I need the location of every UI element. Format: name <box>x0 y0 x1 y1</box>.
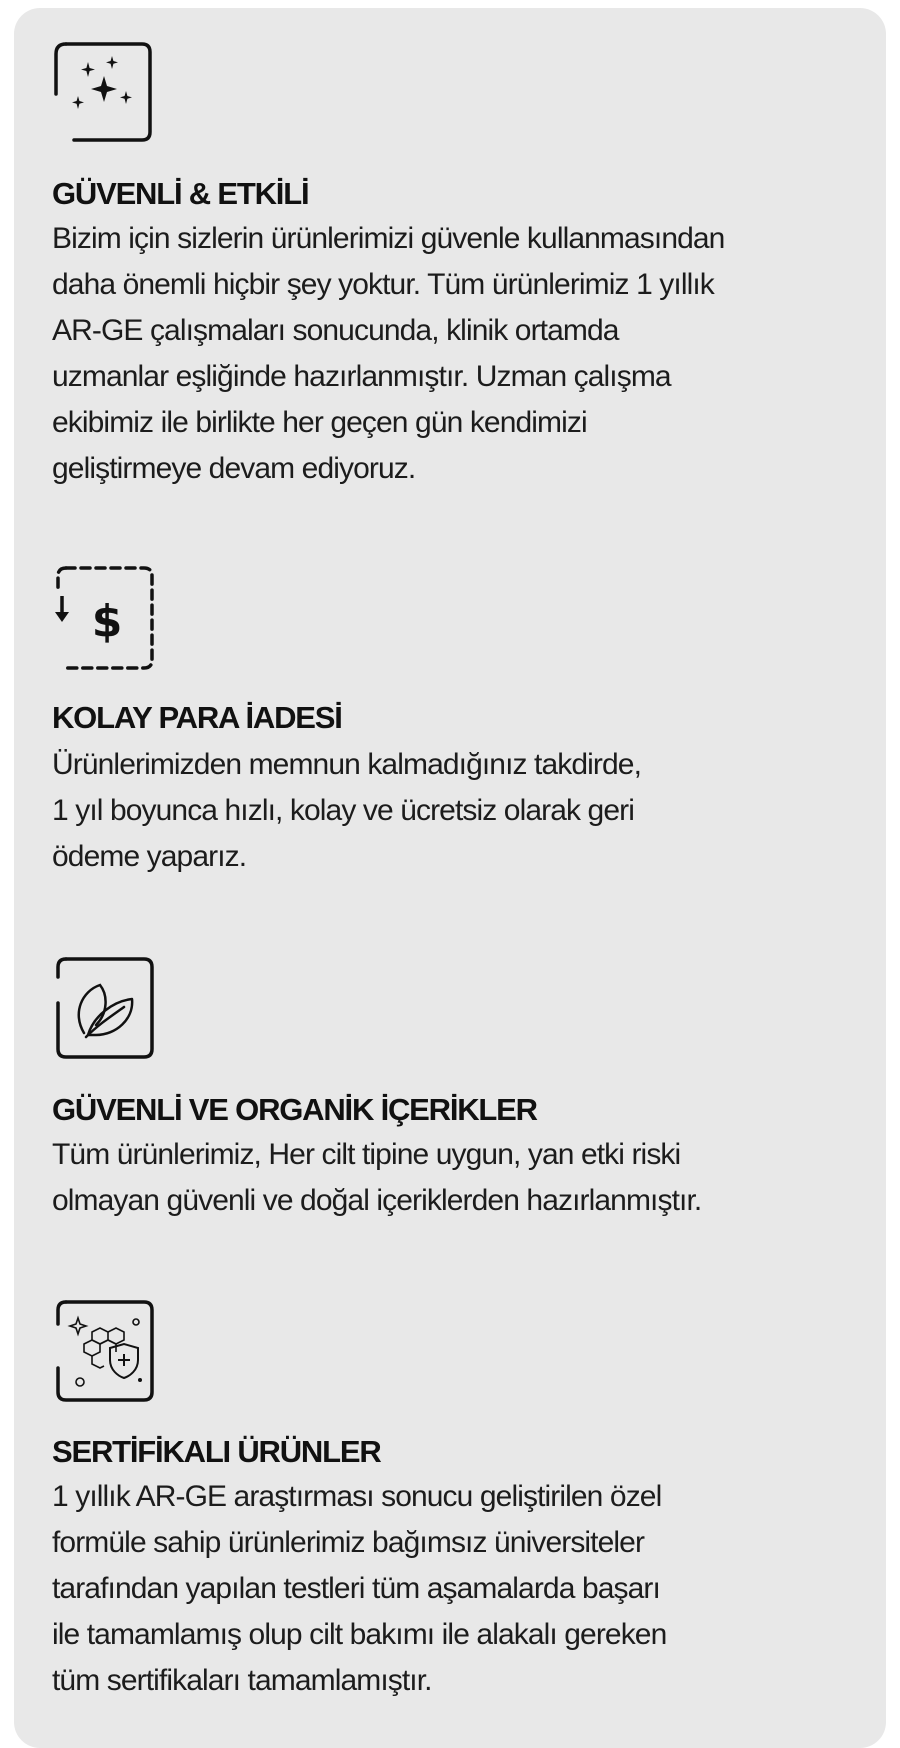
svg-text:$: $ <box>91 596 123 647</box>
leaf-icon <box>52 955 162 1065</box>
feature-description: Ürünlerimizden memnun kalmadığınız takdirde, 1 yıl boyunca hızlı, kolay ve ücretsiz olarak geri ödeme yaparız. <box>52 748 642 873</box>
feature-description: Tüm ürünlerimiz, Her cilt tipine uygun, yan etki riski olmayan güvenli ve doğal içeriklerden hazırlanmıştır. <box>52 1138 702 1217</box>
money-back-icon <box>52 560 162 670</box>
feature-title: GÜVENLİ & ETKİLİ <box>52 176 309 211</box>
feature-description: 1 yıllık AR-GE araştırması sonucu geliştirilen özel formüle sahip ürünlerimiz bağımsız üniversiteler tarafından yapılan testleri tüm aşamalarda başarı ile tamamlamış olup cilt bakımı ile alakalı gereken tüm sertifikaları tamamlamıştır. <box>52 1480 667 1697</box>
feature-description: Bizim için sizlerin ürünlerimizi güvenle kullanmasından daha önemli hiçbir şey yoktur. Tüm ürünlerimiz 1 yıllık AR-GE çalışmaları sonucunda, klinik ortamda uzmanlar eşliğinde hazırlanmıştır. Uzman çalışma ekibimiz ile birlikte her geçen gün kendimizi geliştirmeye devam ediyoruz. <box>52 222 725 485</box>
feature-title: SERTİFİKALI ÜRÜNLER <box>52 1434 381 1469</box>
feature-title: KOLAY PARA İADESİ <box>52 700 342 735</box>
sparkles-icon <box>52 38 162 148</box>
feature-title: GÜVENLİ VE ORGANİK İÇERİKLER <box>52 1092 537 1127</box>
certified-shield-icon <box>52 1298 162 1408</box>
